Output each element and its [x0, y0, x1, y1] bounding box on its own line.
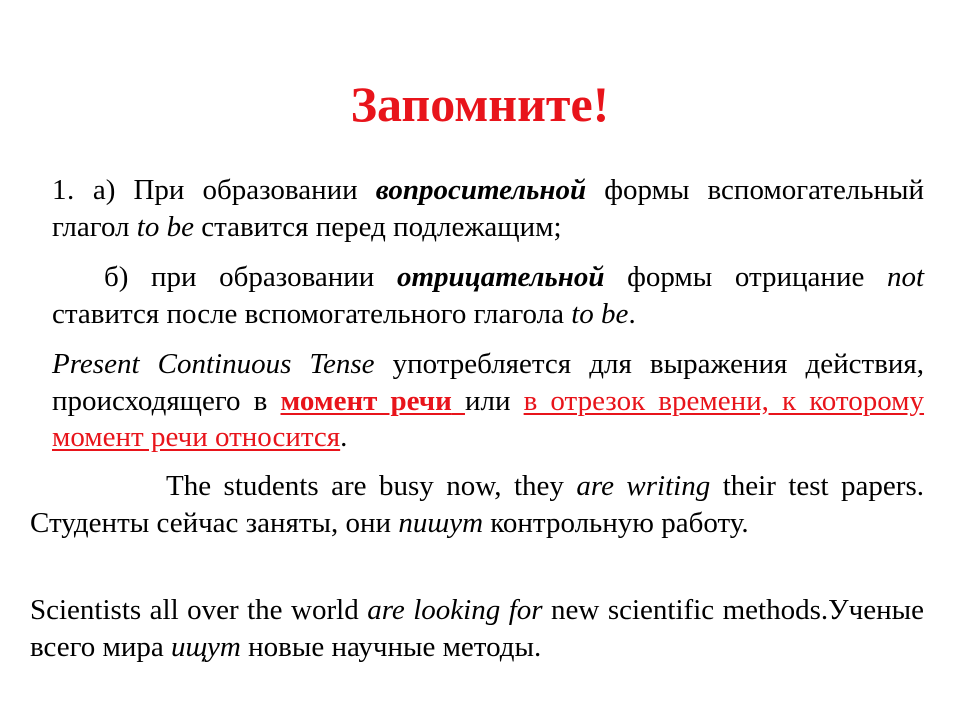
example-2-ru-1: Ученые всего мира	[30, 594, 925, 663]
rule-1a-verb: to be	[136, 210, 194, 243]
highlight-period: в отрезок времени, к которому момент речи относится	[52, 384, 925, 453]
rule-1b-text-2: формы отрицание	[627, 261, 865, 293]
rule-1b-not: not	[886, 261, 925, 293]
present-continuous-paragraph	[52, 346, 924, 456]
example-2-en-2: new scientific methods.	[551, 594, 829, 626]
example-1-en-verb: are writing	[576, 470, 711, 502]
example-1-en-2: their test papers.	[722, 470, 924, 502]
example-2-en-verb: are looking for	[367, 594, 543, 626]
slide-title: Запомните!	[350, 76, 610, 132]
tense-connector: или	[464, 384, 511, 417]
rule-1a-text-1: При образовании	[133, 174, 358, 206]
rule-1a-text-3: ставится перед подлежащим;	[201, 210, 562, 243]
rule-1b-end: .	[628, 297, 636, 330]
example-1-en-1: The students are busy now, they	[166, 470, 564, 502]
tense-end: .	[340, 421, 348, 453]
tense-text-1: употребляется для выражения действия, происходящего в	[52, 348, 924, 417]
rule-1b-text-3: ставится после вспомогательного глагола	[52, 297, 564, 330]
rule-1a-text-2: формы вспомогательный глагол	[52, 174, 925, 243]
example-2-en-1: Scientists all over the world	[30, 594, 359, 626]
rule-1a-paragraph	[52, 172, 924, 245]
example-1-paragraph	[30, 468, 924, 541]
example-2-ru-verb: ищут	[171, 630, 241, 663]
rule-1a-label: а)	[92, 174, 116, 206]
example-2-ru-2: новые научные методы.	[248, 630, 542, 663]
tense-name: Present Continuous Tense	[52, 348, 375, 380]
rule-1b-label: б)	[104, 261, 129, 293]
rule-1b-emphasis: отрицательной	[396, 261, 605, 293]
rule-1b-verb: to be	[571, 297, 629, 330]
rule-number: 1.	[52, 174, 75, 206]
rule-1b-text-1: при образовании	[151, 261, 375, 293]
example-1-ru-1: Студенты сейчас заняты, они	[30, 506, 392, 539]
example-2-paragraph	[30, 592, 924, 665]
rule-1b-paragraph	[52, 259, 924, 332]
rule-1a-emphasis: вопросительной	[375, 174, 587, 206]
highlight-moment: момент речи	[280, 384, 452, 417]
example-1-ru-2: контрольную работу.	[490, 506, 749, 539]
example-1-ru-verb: пишут	[398, 506, 484, 539]
